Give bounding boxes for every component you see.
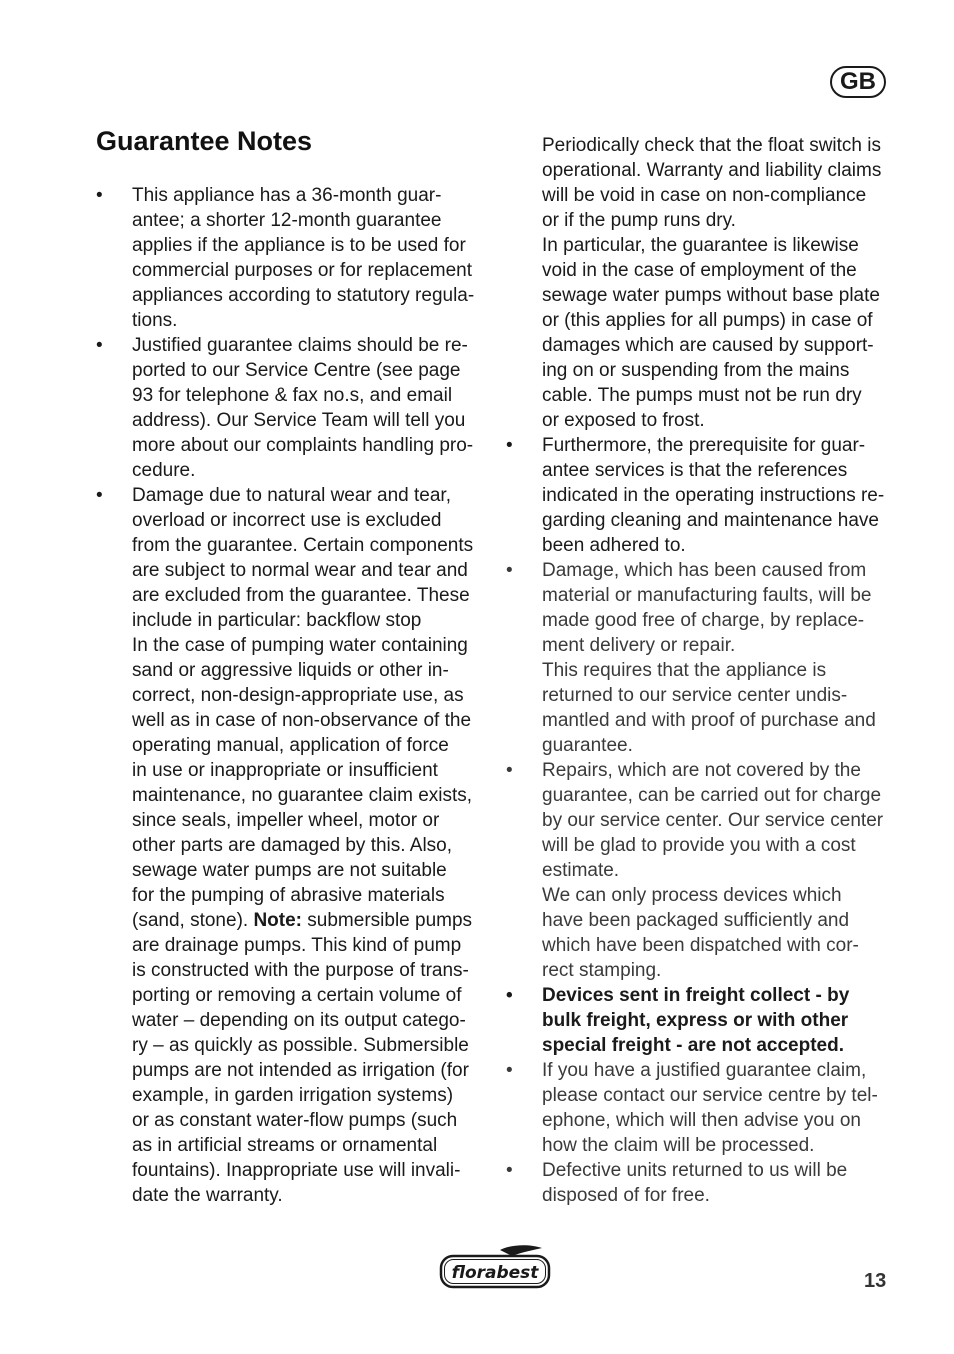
bullet: • xyxy=(506,1060,513,1081)
text-line: 93 for telephone & fax no.s, and email xyxy=(132,385,453,406)
text-line: well as in case of non-observance of the xyxy=(132,710,472,731)
text-line: sand or aggressive liquids or other in- xyxy=(132,660,449,681)
text-line: how the claim will be processed. xyxy=(542,1135,815,1156)
list-item-contact-service xyxy=(506,1058,894,1158)
text-line: In the case of pumping water containing xyxy=(132,635,468,656)
text-line: operating manual, application of force xyxy=(132,735,449,756)
text-line: void in the case of employment of the xyxy=(542,260,857,281)
bullet: • xyxy=(506,760,513,781)
text-line: are excluded from the guarantee. These xyxy=(132,585,470,606)
text-line: ing on or suspending from the mains xyxy=(542,360,850,381)
text-line: since seals, impeller wheel, motor or xyxy=(132,810,440,831)
right-column xyxy=(506,133,894,1208)
text-line: returned to our service center undis- xyxy=(542,685,848,706)
text-line: disposed of for free. xyxy=(542,1185,710,1206)
list-item-claims-reporting xyxy=(96,333,484,483)
text-line: garding cleaning and maintenance have xyxy=(542,510,879,531)
text-line: ment delivery or repair. xyxy=(542,635,736,656)
text-line: ephone, which will then advise you on xyxy=(542,1110,861,1131)
text-line: If you have a justified guarantee claim, xyxy=(542,1060,867,1081)
text-line: material or manufacturing faults, will be xyxy=(542,585,872,606)
text-line: applies if the appliance is to be used for xyxy=(132,235,466,256)
text-line: Periodically check that the float switch is xyxy=(542,135,881,156)
text-line: special freight - are not accepted. xyxy=(542,1035,844,1056)
text-line: Defective units returned to us will be xyxy=(542,1160,848,1181)
note-line xyxy=(132,908,484,933)
text-line: by our service center. Our service center xyxy=(542,810,884,831)
continued-paragraph xyxy=(506,133,894,433)
text-line: address). Our Service Team will tell you xyxy=(132,410,466,431)
text-line: made good free of charge, by replace- xyxy=(542,610,865,631)
text-line: ry – as quickly as possible. Submersible xyxy=(132,1035,469,1056)
text-line: rect stamping. xyxy=(542,960,662,981)
text-line: or as constant water-flow pumps (such xyxy=(132,1110,458,1131)
page-number: 13 xyxy=(864,1270,887,1292)
text-line: are subject to normal wear and tear and xyxy=(132,560,468,581)
bullet: • xyxy=(96,335,103,356)
text-line: sewage water pumps without base plate xyxy=(542,285,880,306)
text-line: sewage water pumps are not suitable xyxy=(132,860,447,881)
text-line: cedure. xyxy=(132,460,196,481)
text-line: for the pumping of abrasive materials xyxy=(132,885,445,906)
text-line: which have been dispatched with cor- xyxy=(542,935,859,956)
text-line: include in particular: backflow stop xyxy=(132,610,422,631)
text-line: antee services is that the references xyxy=(542,460,848,481)
list-item-defective-disposal xyxy=(506,1158,894,1208)
text-line: This requires that the appliance is xyxy=(542,660,827,681)
text-line: are drainage pumps. This kind of pump xyxy=(132,935,462,956)
bullet: • xyxy=(506,560,513,581)
text-line: We can only process devices which xyxy=(542,885,842,906)
text-line: date the warranty. xyxy=(132,1185,283,1206)
text-line: indicated in the operating instructions re- xyxy=(542,485,885,506)
text-line: guarantee. xyxy=(542,735,633,756)
text-line: Furthermore, the prerequisite for guar- xyxy=(542,435,866,456)
text-line: been adhered to. xyxy=(542,535,686,556)
text-line: will be glad to provide you with a cost xyxy=(542,835,856,856)
leaf-icon xyxy=(500,1245,542,1256)
text-line: or exposed to frost. xyxy=(542,410,705,431)
text-line: example, in garden irrigation systems) xyxy=(132,1085,454,1106)
text-line: damages which are caused by support- xyxy=(542,335,874,356)
text-line: in use or inappropriate or insufficient xyxy=(132,760,438,781)
list-item-freight-collect xyxy=(506,983,894,1058)
text-line: Repairs, which are not covered by the xyxy=(542,760,861,781)
page-title: Guarantee Notes xyxy=(96,126,313,156)
text-line: commercial purposes or for replacement xyxy=(132,260,473,281)
text-line: This appliance has a 36-month guar- xyxy=(132,185,442,206)
note-text: submersible pumps xyxy=(302,910,473,931)
text-line: porting or removing a certain volume of xyxy=(132,985,462,1006)
text-line: appliances according to statutory regula- xyxy=(132,285,475,306)
text-line: fountains). Inappropriate use will invali- xyxy=(132,1160,461,1181)
text-line: tions. xyxy=(132,310,178,331)
text-line: Damage due to natural wear and tear, xyxy=(132,485,451,506)
text-line: guarantee, can be carried out for charge xyxy=(542,785,882,806)
text-line: ported to our Service Centre (see page xyxy=(132,360,461,381)
list-item-repairs xyxy=(506,758,894,983)
text-line: other parts are damaged by this. Also, xyxy=(132,835,453,856)
text-line: bulk freight, express or with other xyxy=(542,1010,849,1031)
text-line: Damage, which has been caused from xyxy=(542,560,867,581)
text-line: correct, non-design-appropriate use, as xyxy=(132,685,464,706)
text-line: cable. The pumps must not be run dry xyxy=(542,385,862,406)
florabest-logo xyxy=(438,1244,552,1290)
list-item-material-faults xyxy=(506,558,894,758)
text-line: overload or incorrect use is excluded xyxy=(132,510,442,531)
note-label: Note: xyxy=(253,910,303,931)
text-line: Devices sent in freight collect - by xyxy=(542,985,850,1006)
text-line: or (this applies for all pumps) in case of xyxy=(542,310,873,331)
bullet: • xyxy=(506,985,513,1006)
text-line: water – depending on its output catego- xyxy=(132,1010,466,1031)
text-line: more about our complaints handling pro- xyxy=(132,435,474,456)
text-line: mantled and with proof of purchase and xyxy=(542,710,876,731)
text-line: please contact our service centre by tel- xyxy=(542,1085,878,1106)
text-line: In particular, the guarantee is likewise xyxy=(542,235,859,256)
text-line: will be void in case on non-compliance xyxy=(542,185,867,206)
text-line: have been packaged sufficiently and xyxy=(542,910,850,931)
text-line: is constructed with the purpose of trans- xyxy=(132,960,469,981)
bullet: • xyxy=(96,185,103,206)
text-line: or if the pump runs dry. xyxy=(542,210,736,231)
bullet: • xyxy=(506,1160,513,1181)
text-line: antee; a shorter 12-month guarantee xyxy=(132,210,442,231)
bullet: • xyxy=(96,485,103,506)
text-line: maintenance, no guarantee claim exists, xyxy=(132,785,473,806)
logo-text: florabest xyxy=(451,1263,539,1283)
text-line: from the guarantee. Certain components xyxy=(132,535,474,556)
text-line: as in artificial streams or ornamental xyxy=(132,1135,438,1156)
text-line: operational. Warranty and liability claims xyxy=(542,160,882,181)
list-item-guarantee-period xyxy=(96,183,484,333)
note-prefix: (sand, stone). xyxy=(132,910,254,931)
text-line: pumps are not intended as irrigation (for xyxy=(132,1060,469,1081)
bullet: • xyxy=(506,435,513,456)
text-line: estimate. xyxy=(542,860,620,881)
text-line: Justified guarantee claims should be re- xyxy=(132,335,468,356)
left-column xyxy=(96,183,484,1208)
list-item-maintenance-prerequisite xyxy=(506,433,894,558)
list-item-wear-exclusions xyxy=(96,483,484,1208)
language-badge: GB xyxy=(830,66,886,98)
